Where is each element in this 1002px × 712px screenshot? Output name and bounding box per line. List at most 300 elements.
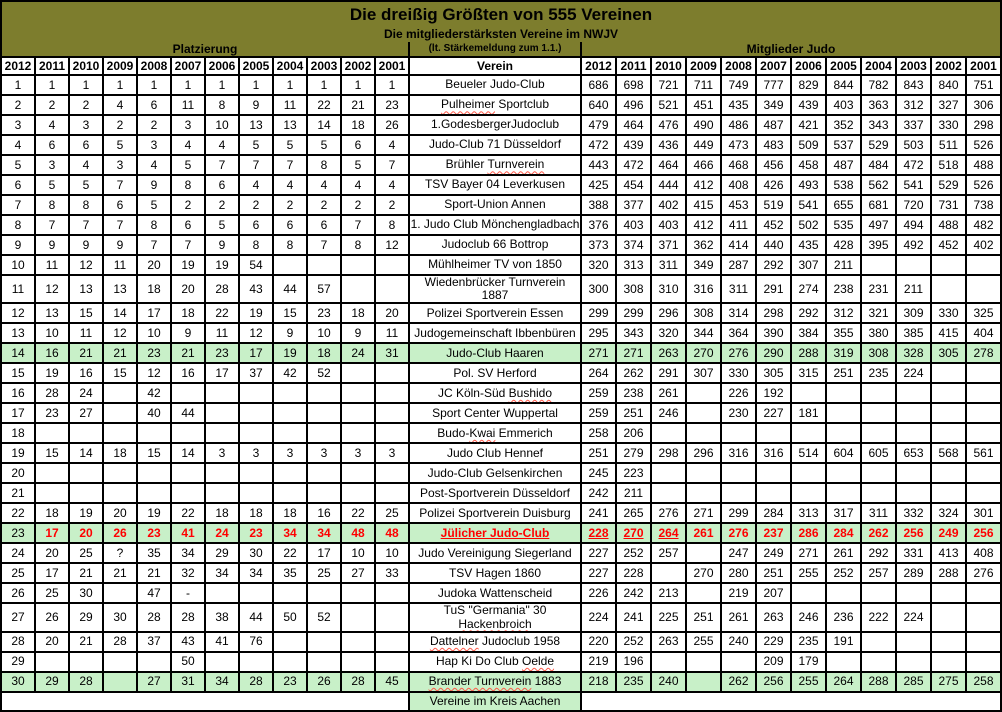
- rank-cell: 40: [137, 403, 171, 423]
- rank-cell: 9: [103, 235, 137, 255]
- rank-cell: 13: [35, 303, 69, 323]
- members-cell: 237: [756, 523, 791, 543]
- rank-cell: 25: [35, 583, 69, 603]
- rank-cell: [341, 603, 375, 631]
- rank-cell: 18: [171, 303, 205, 323]
- rank-cell: [239, 423, 273, 443]
- table-row: [1, 423, 1001, 443]
- rank-cell: [103, 423, 137, 443]
- members-cell: [931, 255, 966, 275]
- table-row: [1, 215, 1001, 235]
- members-cell: 252: [616, 632, 651, 652]
- rank-cell: 12: [69, 255, 103, 275]
- members-cell: 328: [896, 343, 931, 363]
- rank-cell: 23: [205, 343, 239, 363]
- rank-cell: 18: [273, 503, 307, 523]
- rank-cell: 9: [69, 235, 103, 255]
- rank-cell: [375, 603, 409, 631]
- members-group-header: Mitglieder Judo: [581, 42, 1001, 57]
- rank-cell: 20: [103, 503, 137, 523]
- rank-cell: 6: [35, 135, 69, 155]
- rank-cell: [273, 403, 307, 423]
- rank-cell: 26: [1, 583, 35, 603]
- members-cell: 255: [791, 563, 826, 583]
- members-cell: 412: [686, 175, 721, 195]
- rank-cell: [375, 583, 409, 603]
- members-cell: [686, 483, 721, 503]
- members-cell: 192: [756, 383, 791, 403]
- members-cell: 829: [791, 75, 826, 95]
- rank-cell: 22: [205, 303, 239, 323]
- rank-cell: 5: [137, 195, 171, 215]
- club-cell: Sport-Union Annen: [409, 195, 581, 215]
- rank-cell: 12: [103, 323, 137, 343]
- members-cell: 298: [756, 303, 791, 323]
- members-cell: 529: [931, 175, 966, 195]
- rank-cell: -: [171, 583, 205, 603]
- rank-cell: 16: [307, 503, 341, 523]
- rank-cell: 42: [137, 383, 171, 403]
- members-cell: 252: [616, 543, 651, 563]
- rank-cell: 48: [341, 523, 375, 543]
- rank-cell: 3: [239, 443, 273, 463]
- members-cell: 256: [896, 523, 931, 543]
- rank-cell: 18: [341, 303, 375, 323]
- members-cell: 681: [861, 195, 896, 215]
- rank-cell: 17: [1, 403, 35, 423]
- members-cell: 261: [651, 383, 686, 403]
- members-cell: 227: [581, 563, 616, 583]
- rank-cell: 19: [137, 503, 171, 523]
- members-cell: 380: [861, 323, 896, 343]
- rank-cell: 1: [137, 75, 171, 95]
- spellcheck-underline: Oelde: [522, 654, 555, 669]
- rank-cell: [341, 383, 375, 403]
- spellcheck-underline: Dattelner: [429, 634, 479, 649]
- members-cell: [686, 383, 721, 403]
- rank-cell: 6: [341, 135, 375, 155]
- rank-cell: 19: [35, 363, 69, 383]
- rank-cell: [341, 403, 375, 423]
- members-cell: [686, 543, 721, 563]
- rank-cell: [103, 383, 137, 403]
- footer-blank-right: [581, 692, 1001, 711]
- members-cell: [791, 463, 826, 483]
- rank-cell: 9: [137, 175, 171, 195]
- rank-cell: 7: [103, 215, 137, 235]
- rank-cell: [103, 583, 137, 603]
- rank-cell: 47: [137, 583, 171, 603]
- members-cell: 374: [616, 235, 651, 255]
- rank-cell: 19: [69, 503, 103, 523]
- members-cell: [651, 652, 686, 672]
- club-cell: Judo Club Hennef: [409, 443, 581, 463]
- members-cell: 236: [826, 603, 861, 631]
- rank-cell: [103, 672, 137, 692]
- members-cell: 456: [756, 155, 791, 175]
- members-cell: 307: [791, 255, 826, 275]
- rank-cell: 8: [205, 95, 239, 115]
- members-cell: 385: [896, 323, 931, 343]
- rank-cell: 25: [1, 563, 35, 583]
- rank-cell: 13: [103, 275, 137, 303]
- members-cell: 466: [686, 155, 721, 175]
- rank-cell: 3: [205, 443, 239, 463]
- members-cell: 196: [616, 652, 651, 672]
- members-cell: 252: [826, 563, 861, 583]
- rank-cell: [341, 632, 375, 652]
- members-cell: 228: [581, 523, 616, 543]
- members-cell: [826, 383, 861, 403]
- rank-cell: 11: [35, 255, 69, 275]
- rank-cell: 6: [171, 215, 205, 235]
- year-header-cell: 2004: [273, 57, 307, 75]
- members-cell: 290: [756, 343, 791, 363]
- rank-cell: 7: [137, 235, 171, 255]
- members-cell: 311: [651, 255, 686, 275]
- members-cell: [791, 483, 826, 503]
- members-cell: 315: [791, 363, 826, 383]
- rank-cell: 1: [205, 75, 239, 95]
- members-cell: 307: [686, 363, 721, 383]
- members-cell: 355: [826, 323, 861, 343]
- members-cell: [966, 483, 1001, 503]
- members-cell: 270: [686, 343, 721, 363]
- year-header-cell: 2010: [69, 57, 103, 75]
- club-cell: Brander Turnverein 1883: [409, 672, 581, 692]
- rank-cell: 35: [273, 563, 307, 583]
- rank-cell: 17: [205, 363, 239, 383]
- rank-cell: 22: [341, 503, 375, 523]
- members-cell: 289: [896, 563, 931, 583]
- title-row: [1, 1, 1001, 27]
- rank-cell: 2: [1, 95, 35, 115]
- rank-cell: 11: [273, 95, 307, 115]
- rank-cell: 15: [35, 443, 69, 463]
- members-cell: 486: [721, 115, 756, 135]
- rank-cell: 3: [103, 155, 137, 175]
- rank-cell: 14: [69, 443, 103, 463]
- table-row: [1, 543, 1001, 563]
- members-cell: 319: [826, 343, 861, 363]
- members-cell: 444: [651, 175, 686, 195]
- rank-cell: 33: [375, 563, 409, 583]
- rank-cell: 17: [137, 303, 171, 323]
- rank-cell: 1: [1, 75, 35, 95]
- rank-cell: 2: [171, 195, 205, 215]
- members-cell: [721, 483, 756, 503]
- members-cell: 454: [616, 175, 651, 195]
- members-cell: 288: [931, 563, 966, 583]
- club-cell: 1.GodesbergerJudoclub: [409, 115, 581, 135]
- members-cell: [826, 423, 861, 443]
- rank-cell: 21: [69, 563, 103, 583]
- members-cell: [826, 583, 861, 603]
- members-cell: 309: [896, 303, 931, 323]
- club-cell: Pulheimer Sportclub: [409, 95, 581, 115]
- rank-cell: [69, 463, 103, 483]
- members-cell: 274: [791, 275, 826, 303]
- rank-cell: 34: [205, 563, 239, 583]
- rank-cell: [69, 652, 103, 672]
- members-cell: 472: [896, 155, 931, 175]
- members-cell: 497: [861, 215, 896, 235]
- members-cell: [791, 383, 826, 403]
- rank-cell: 30: [239, 543, 273, 563]
- rank-cell: 21: [137, 563, 171, 583]
- rank-cell: 22: [273, 543, 307, 563]
- members-cell: 228: [616, 563, 651, 583]
- rank-cell: 8: [239, 235, 273, 255]
- members-cell: 246: [651, 403, 686, 423]
- rank-cell: 19: [205, 255, 239, 275]
- rank-cell: 27: [137, 672, 171, 692]
- members-cell: 310: [651, 275, 686, 303]
- members-cell: 287: [721, 255, 756, 275]
- rank-cell: 34: [307, 523, 341, 543]
- members-cell: [931, 275, 966, 303]
- rank-cell: 8: [171, 175, 205, 195]
- rank-cell: 28: [341, 672, 375, 692]
- rank-cell: 11: [171, 95, 205, 115]
- members-cell: 321: [861, 303, 896, 323]
- rank-cell: 25: [69, 543, 103, 563]
- year-header-cell: 2007: [171, 57, 205, 75]
- members-cell: 292: [756, 255, 791, 275]
- rank-cell: 4: [375, 175, 409, 195]
- members-cell: [896, 423, 931, 443]
- members-cell: 425: [581, 175, 616, 195]
- rank-cell: 44: [171, 403, 205, 423]
- members-cell: 464: [616, 115, 651, 135]
- rank-cell: 16: [171, 363, 205, 383]
- members-cell: 503: [896, 135, 931, 155]
- rank-cell: [273, 383, 307, 403]
- members-cell: 483: [756, 135, 791, 155]
- members-cell: [966, 423, 1001, 443]
- rank-cell: [239, 383, 273, 403]
- table-row: [1, 632, 1001, 652]
- members-cell: 224: [581, 603, 616, 631]
- rank-cell: [205, 383, 239, 403]
- rank-cell: 2: [375, 195, 409, 215]
- page-subtitle: Die mitgliederstärksten Vereine im NWJV: [1, 27, 1001, 42]
- rank-cell: 23: [273, 672, 307, 692]
- rank-cell: 14: [103, 303, 137, 323]
- members-cell: 206: [616, 423, 651, 443]
- members-cell: 440: [756, 235, 791, 255]
- members-cell: 225: [651, 603, 686, 631]
- members-cell: 242: [581, 483, 616, 503]
- members-cell: 211: [616, 483, 651, 503]
- rank-cell: [171, 383, 205, 403]
- members-cell: 261: [721, 603, 756, 631]
- rank-cell: 13: [273, 115, 307, 135]
- members-cell: 487: [756, 115, 791, 135]
- members-cell: 263: [756, 603, 791, 631]
- members-cell: 257: [651, 543, 686, 563]
- rank-cell: 13: [239, 115, 273, 135]
- members-cell: [861, 463, 896, 483]
- rank-cell: 21: [69, 343, 103, 363]
- rank-cell: [341, 463, 375, 483]
- rank-cell: [341, 652, 375, 672]
- members-cell: 292: [791, 303, 826, 323]
- club-cell: Post-Sportverein Düsseldorf: [409, 483, 581, 503]
- rank-cell: [103, 483, 137, 503]
- members-cell: 337: [896, 115, 931, 135]
- rank-cell: 1: [35, 75, 69, 95]
- rank-cell: 76: [239, 632, 273, 652]
- rank-cell: 5: [69, 175, 103, 195]
- rank-cell: [171, 423, 205, 443]
- members-cell: [651, 423, 686, 443]
- rank-cell: 34: [239, 563, 273, 583]
- members-cell: 271: [791, 543, 826, 563]
- year-header-cell: 2011: [616, 57, 651, 75]
- rank-cell: [137, 423, 171, 443]
- members-cell: 388: [581, 195, 616, 215]
- members-cell: 313: [791, 503, 826, 523]
- table-row: [1, 95, 1001, 115]
- rank-cell: 18: [35, 503, 69, 523]
- table-row: [1, 503, 1001, 523]
- year-header-cell: 2009: [686, 57, 721, 75]
- members-cell: [931, 483, 966, 503]
- spellcheck-underline: Hackenbroich: [458, 616, 532, 631]
- rank-cell: 50: [171, 652, 205, 672]
- rank-cell: [273, 483, 307, 503]
- members-cell: [756, 423, 791, 443]
- rank-cell: [171, 463, 205, 483]
- year-header-cell: 2012: [581, 57, 616, 75]
- rank-cell: 19: [239, 303, 273, 323]
- club-cell: Mühlheimer TV von 1850: [409, 255, 581, 275]
- members-cell: [896, 255, 931, 275]
- members-cell: 251: [686, 603, 721, 631]
- rank-cell: 34: [205, 672, 239, 692]
- rank-cell: 7: [1, 195, 35, 215]
- year-header-cell: 2003: [896, 57, 931, 75]
- table-row: [1, 195, 1001, 215]
- rank-cell: [375, 463, 409, 483]
- members-cell: 279: [616, 443, 651, 463]
- rank-cell: 23: [137, 523, 171, 543]
- rank-cell: 3: [341, 443, 375, 463]
- members-cell: [686, 463, 721, 483]
- members-cell: 264: [651, 523, 686, 543]
- rank-cell: [307, 483, 341, 503]
- rank-cell: [375, 383, 409, 403]
- rank-cell: 7: [103, 175, 137, 195]
- members-cell: 538: [826, 175, 861, 195]
- rank-cell: 4: [341, 175, 375, 195]
- year-header-cell: 2004: [861, 57, 896, 75]
- club-cell: Budo-Kwai Emmerich: [409, 423, 581, 443]
- members-cell: 242: [616, 583, 651, 603]
- rank-cell: 4: [205, 135, 239, 155]
- members-cell: 271: [686, 503, 721, 523]
- rank-cell: ?: [103, 543, 137, 563]
- members-cell: 452: [756, 215, 791, 235]
- rank-cell: 23: [239, 523, 273, 543]
- rank-cell: 27: [1, 603, 35, 631]
- table-row: [1, 135, 1001, 155]
- club-cell: JC Köln-Süd Bushido: [409, 383, 581, 403]
- rank-cell: 16: [1, 383, 35, 403]
- members-cell: 653: [896, 443, 931, 463]
- rank-cell: 17: [239, 343, 273, 363]
- members-cell: 235: [616, 672, 651, 692]
- rank-cell: 57: [307, 275, 341, 303]
- members-cell: 376: [581, 215, 616, 235]
- members-cell: 352: [826, 115, 861, 135]
- rank-cell: 15: [273, 303, 307, 323]
- members-cell: [861, 403, 896, 423]
- year-header-cell: 2001: [375, 57, 409, 75]
- members-cell: 219: [721, 583, 756, 603]
- members-cell: 231: [861, 275, 896, 303]
- rank-cell: 20: [35, 632, 69, 652]
- group-header-row: [1, 42, 1001, 57]
- table-row: [1, 443, 1001, 463]
- members-cell: 411: [721, 215, 756, 235]
- rank-cell: [341, 275, 375, 303]
- rank-cell: 24: [1, 543, 35, 563]
- members-cell: 453: [721, 195, 756, 215]
- rank-cell: 4: [239, 175, 273, 195]
- members-cell: 298: [651, 443, 686, 463]
- members-cell: 257: [861, 563, 896, 583]
- members-cell: 298: [966, 115, 1001, 135]
- members-cell: 251: [756, 563, 791, 583]
- members-cell: 288: [861, 672, 896, 692]
- members-cell: 247: [721, 543, 756, 563]
- members-cell: 291: [651, 363, 686, 383]
- members-cell: 211: [896, 275, 931, 303]
- members-cell: 296: [686, 443, 721, 463]
- members-cell: 324: [931, 503, 966, 523]
- members-cell: 211: [826, 255, 861, 275]
- members-cell: 640: [581, 95, 616, 115]
- members-cell: 561: [966, 443, 1001, 463]
- members-cell: 280: [721, 563, 756, 583]
- rank-cell: [205, 583, 239, 603]
- members-cell: [861, 383, 896, 403]
- rank-cell: [375, 632, 409, 652]
- spellcheck-underline: Turnverein: [487, 157, 545, 172]
- members-cell: 314: [721, 303, 756, 323]
- rank-cell: 16: [69, 363, 103, 383]
- members-cell: [931, 603, 966, 631]
- members-cell: 519: [756, 195, 791, 215]
- members-cell: 218: [581, 672, 616, 692]
- members-cell: 299: [616, 303, 651, 323]
- members-cell: 209: [756, 652, 791, 672]
- rank-cell: 11: [205, 323, 239, 343]
- rank-cell: [35, 483, 69, 503]
- members-cell: 349: [686, 255, 721, 275]
- members-cell: [931, 463, 966, 483]
- rank-cell: 4: [69, 155, 103, 175]
- club-cell: Dattelner Judoclub 1958: [409, 632, 581, 652]
- table-row: [1, 603, 1001, 631]
- club-cell: Judogemeinschaft Ibbenbüren: [409, 323, 581, 343]
- members-cell: 296: [651, 303, 686, 323]
- rank-cell: 30: [103, 603, 137, 631]
- rank-cell: 27: [69, 403, 103, 423]
- rank-cell: [375, 363, 409, 383]
